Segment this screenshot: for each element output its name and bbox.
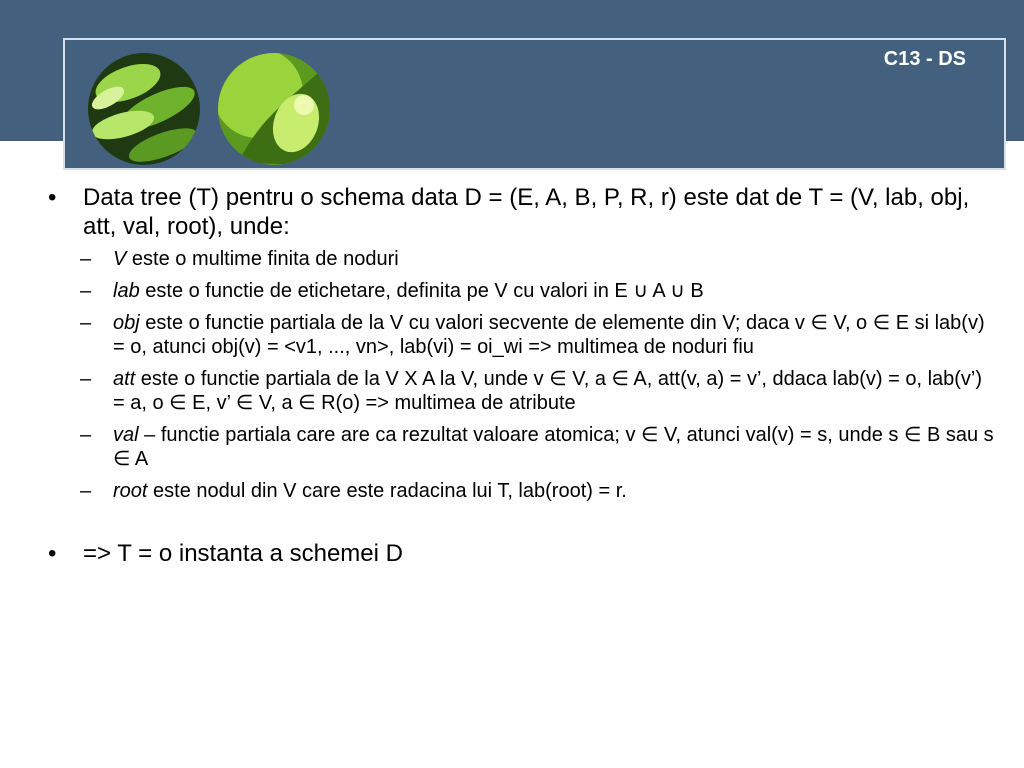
list-item <box>80 311 998 359</box>
term: val <box>113 424 139 446</box>
slide-badge: C13 - DS <box>883 48 966 70</box>
slide-content <box>48 183 998 568</box>
term: att <box>113 368 136 390</box>
definition-list <box>48 247 998 503</box>
list-item <box>80 479 998 503</box>
list-item <box>80 423 998 471</box>
definition: este o functie partiala de la V X A la V, unde v ∈ V, a ∈ A, att(v, a) = v’, ddaca lab(v) = o, lab(v’) = a, o ∈ E, v’ ∈ V, a ∈ R(o) => multimea de atribute <box>113 368 983 414</box>
term: root <box>113 480 148 502</box>
definition: – functie partiala care are ca rezultat valoare atomica; v ∈ V, atunci val(v) = s, unde s ∈ B sau s ∈ A <box>113 424 994 470</box>
header-frame <box>63 38 1006 170</box>
main-bullet-text: Data tree (T) pentru o schema data D = (E, A, B, P, R, r) este dat de T = (V, lab, obj, att, val, root), unde: <box>83 184 970 240</box>
term: V <box>113 248 127 270</box>
list-item <box>80 367 998 415</box>
definition: este o multime finita de noduri <box>126 248 399 270</box>
main-bullet <box>48 183 998 241</box>
list-item <box>80 247 998 271</box>
term: lab <box>113 280 140 302</box>
list-item <box>80 279 998 303</box>
green-leaf-circle-image <box>218 53 330 165</box>
definition: este o functie de etichetare, definita pe V cu valori in E ∪ A ∪ B <box>139 280 704 302</box>
conclusion-text: => T = o instanta a schemei D <box>83 540 403 567</box>
definition: este o functie partiala de la V cu valori secvente de elemente din V; daca v ∈ V, o ∈ E si lab(v) = o, atunci obj(v) = <v1, ..., vn>, lab(vi) = oi_wi => multimea de noduri fiu <box>113 312 985 358</box>
definition: este nodul din V care este radacina lui T, lab(root) = r. <box>147 480 627 502</box>
term: obj <box>113 312 140 334</box>
green-leaf-circle-image <box>88 53 200 165</box>
conclusion-bullet <box>48 539 998 568</box>
